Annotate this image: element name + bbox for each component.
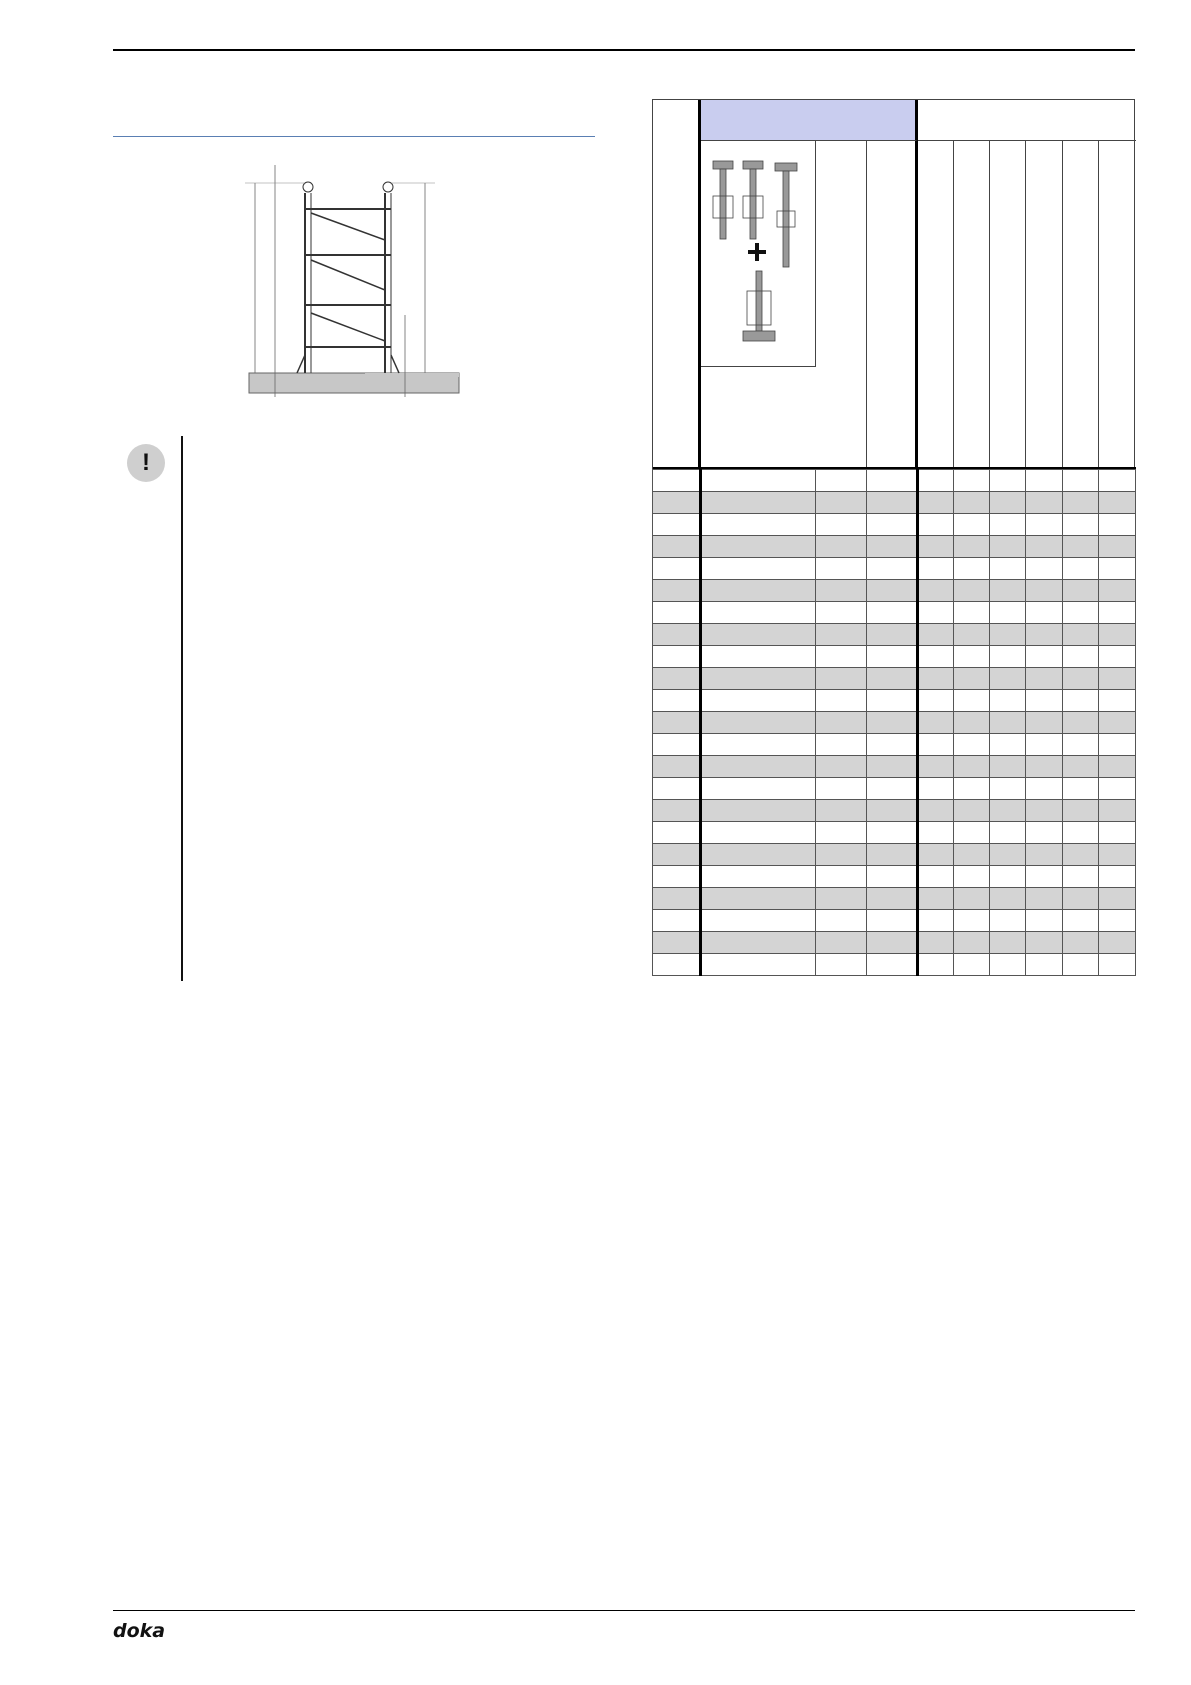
table-cell [1063,690,1099,712]
table-cell [816,558,867,580]
table-cell [1026,932,1063,954]
note-block [125,436,580,981]
table-cell [653,558,701,580]
data-table [652,99,1135,989]
table-cell [1026,690,1063,712]
header-col-index [653,100,701,470]
table-cell [990,536,1026,558]
table-cell [954,624,990,646]
table-cell [701,712,816,734]
header-col-a [816,141,867,470]
header-col-e [990,141,1026,470]
table-cell [990,800,1026,822]
table-cell [990,690,1026,712]
table-cell [816,602,867,624]
table-cell [816,910,867,932]
table-cell [954,910,990,932]
table-cell [653,712,701,734]
table-cell [653,492,701,514]
table-cell [653,910,701,932]
doka-logo: doka [113,1620,166,1642]
table-cell [990,822,1026,844]
table-cell [1099,822,1136,844]
table-cell [653,756,701,778]
table-cell [867,866,918,888]
table-cell [1026,492,1063,514]
table-cell [653,514,701,536]
table-cell [867,844,918,866]
table-cell [918,844,954,866]
table-cell [990,558,1026,580]
table-cell [954,954,990,976]
table-header [652,99,1135,469]
table-cell [1026,470,1063,492]
table-cell [1063,514,1099,536]
table-cell [954,712,990,734]
table-cell [701,756,816,778]
table-cell [701,954,816,976]
table-cell [867,888,918,910]
table-row [653,800,1136,822]
table-cell [1026,910,1063,932]
table-body [652,469,1136,976]
table-cell [816,866,867,888]
table-cell [867,514,918,536]
table-row [653,580,1136,602]
table-cell [867,580,918,602]
table-cell [1026,646,1063,668]
table-cell [1099,514,1136,536]
table-cell [990,932,1026,954]
table-cell [701,778,816,800]
table-cell [1099,690,1136,712]
table-cell [1099,778,1136,800]
table-cell [1063,910,1099,932]
table-cell [918,866,954,888]
table-cell [1063,756,1099,778]
table-cell [867,602,918,624]
table-cell [701,844,816,866]
table-cell [867,756,918,778]
table-cell [954,668,990,690]
table-cell [867,932,918,954]
header-group-right [918,100,1136,141]
table-cell [990,492,1026,514]
table-row [653,668,1136,690]
table-cell [867,954,918,976]
table-cell [701,888,816,910]
table-cell [1099,800,1136,822]
table-row [653,778,1136,800]
table-cell [867,470,918,492]
header-col-g [1063,141,1099,470]
table-cell [653,602,701,624]
table-cell [816,536,867,558]
table-cell [990,778,1026,800]
table-cell [918,712,954,734]
table-cell [701,514,816,536]
table-cell [1099,888,1136,910]
table-cell [816,756,867,778]
table-cell [653,690,701,712]
table-row [653,646,1136,668]
table-cell [867,646,918,668]
table-cell [653,646,701,668]
table-row [653,470,1136,492]
table-cell [990,910,1026,932]
table-cell [653,932,701,954]
table-cell [954,888,990,910]
table-cell [701,492,816,514]
table-cell [1026,514,1063,536]
table-cell [816,492,867,514]
table-cell [816,668,867,690]
header-col-c [918,141,954,470]
table-cell [653,536,701,558]
table-cell [701,580,816,602]
table-cell [816,580,867,602]
table-cell [1063,844,1099,866]
table-cell [1026,624,1063,646]
table-cell [816,514,867,536]
table-cell [1026,888,1063,910]
table-cell [1099,602,1136,624]
table-cell [816,778,867,800]
top-rule [113,49,1135,51]
table-cell [990,866,1026,888]
table-cell [701,624,816,646]
table-cell [1026,866,1063,888]
table-cell [1026,536,1063,558]
table-cell [1063,734,1099,756]
table-cell [867,492,918,514]
table-row [653,954,1136,976]
table-cell [653,734,701,756]
header-image-cell [701,141,816,367]
spindle-jack-icon [701,141,814,365]
table-cell [701,866,816,888]
table-cell [867,668,918,690]
table-row [653,514,1136,536]
table-cell [918,514,954,536]
table-cell [990,580,1026,602]
table-cell [1099,558,1136,580]
table-cell [990,624,1026,646]
table-row [653,910,1136,932]
scaffold-diagram [245,165,465,397]
table-row [653,536,1136,558]
table-cell [653,844,701,866]
table-cell [918,954,954,976]
table-cell [1099,910,1136,932]
table-cell [816,844,867,866]
table-cell [954,866,990,888]
table-cell [990,954,1026,976]
table-cell [918,690,954,712]
table-cell [1063,580,1099,602]
table-cell [1099,668,1136,690]
table-cell [701,690,816,712]
table-cell [1099,844,1136,866]
table-cell [867,624,918,646]
table-cell [1063,624,1099,646]
table-cell [867,910,918,932]
table-row [653,690,1136,712]
table-cell [954,492,990,514]
table-cell [1099,580,1136,602]
table-cell [990,756,1026,778]
table-cell [954,580,990,602]
table-cell [867,734,918,756]
table-row [653,822,1136,844]
header-group-blue [701,100,918,141]
table-row [653,844,1136,866]
table-row [653,866,1136,888]
table-cell [918,558,954,580]
table-cell [918,624,954,646]
table-cell [653,580,701,602]
bottom-rule [113,1610,1135,1611]
table-cell [1099,932,1136,954]
table-cell [990,514,1026,536]
table-cell [918,646,954,668]
table-cell [990,888,1026,910]
table-cell [1026,778,1063,800]
header-col-b [867,141,918,470]
table-cell [1026,580,1063,602]
table-cell [653,866,701,888]
table-cell [1099,866,1136,888]
table-cell [1026,800,1063,822]
table-cell [1026,844,1063,866]
table-cell [1063,822,1099,844]
table-cell [1099,734,1136,756]
table-cell [653,800,701,822]
table-cell [1099,492,1136,514]
table-cell [701,602,816,624]
table-cell [1063,492,1099,514]
table-cell [990,844,1026,866]
table-cell [701,558,816,580]
table-cell [701,910,816,932]
table-cell [1099,536,1136,558]
note-divider [181,436,183,981]
table-cell [1063,602,1099,624]
table-cell [954,646,990,668]
table-cell [816,712,867,734]
table-cell [1063,778,1099,800]
table-cell [1099,646,1136,668]
table-cell [701,734,816,756]
table-cell [954,800,990,822]
table-cell [1063,800,1099,822]
table-cell [1099,954,1136,976]
table-cell [1026,734,1063,756]
table-row [653,888,1136,910]
table-cell [816,646,867,668]
table-cell [1026,668,1063,690]
table-cell [701,536,816,558]
table-cell [653,624,701,646]
table-cell [918,668,954,690]
table-cell [1026,602,1063,624]
table-cell [918,778,954,800]
table-cell [954,514,990,536]
table-cell [1063,470,1099,492]
table-cell [1063,954,1099,976]
table-cell [653,822,701,844]
table-cell [867,822,918,844]
table-cell [1099,624,1136,646]
table-cell [816,624,867,646]
table-cell [990,668,1026,690]
header-col-d [954,141,990,470]
table-cell [1026,954,1063,976]
table-cell [816,822,867,844]
table-cell [816,954,867,976]
table-cell [653,954,701,976]
header-col-f [1026,141,1063,470]
table-cell [701,932,816,954]
table-row [653,558,1136,580]
table-cell [954,778,990,800]
table-cell [954,844,990,866]
table-cell [816,800,867,822]
table-cell [990,734,1026,756]
table-cell [918,910,954,932]
table-cell [918,470,954,492]
table-cell [954,734,990,756]
table-cell [701,646,816,668]
table-cell [1063,932,1099,954]
table-cell [954,690,990,712]
table-cell [816,932,867,954]
table-cell [918,756,954,778]
table-cell [1099,756,1136,778]
table-cell [816,470,867,492]
table-cell [954,932,990,954]
table-cell [1099,712,1136,734]
table-cell [954,756,990,778]
table-cell [816,734,867,756]
table-cell [1063,888,1099,910]
table-cell [918,580,954,602]
table-cell [816,690,867,712]
table-cell [867,690,918,712]
table-cell [990,602,1026,624]
table-row [653,624,1136,646]
section-rule [113,136,595,137]
table-row [653,602,1136,624]
table-cell [918,492,954,514]
table-cell [954,536,990,558]
table-cell [1026,712,1063,734]
table-cell [990,646,1026,668]
table-row [653,734,1136,756]
table-cell [954,558,990,580]
table-cell [1099,470,1136,492]
table-cell [1063,558,1099,580]
table-cell [918,800,954,822]
table-cell [867,800,918,822]
table-cell [867,558,918,580]
table-cell [918,602,954,624]
table-cell [1026,558,1063,580]
table-cell [701,668,816,690]
table-cell [701,822,816,844]
table-cell [954,602,990,624]
table-row [653,712,1136,734]
table-cell [918,536,954,558]
table-cell [701,800,816,822]
header-col-h [1099,141,1136,470]
table-cell [653,778,701,800]
table-cell [918,822,954,844]
table-cell [1026,822,1063,844]
table-cell [653,668,701,690]
exclamation-icon: ! [127,444,165,482]
table-cell [1026,756,1063,778]
table-cell [1063,646,1099,668]
table-cell [918,932,954,954]
table-cell [867,712,918,734]
table-cell [954,470,990,492]
table-cell [867,778,918,800]
table-row [653,756,1136,778]
table-cell [653,470,701,492]
table-cell [1063,668,1099,690]
table-cell [653,888,701,910]
table-cell [990,470,1026,492]
table-cell [867,536,918,558]
table-row [653,932,1136,954]
table-cell [701,470,816,492]
table-cell [918,888,954,910]
table-cell [1063,536,1099,558]
table-cell [1063,866,1099,888]
table-cell [990,712,1026,734]
table-cell [816,888,867,910]
table-cell [1063,712,1099,734]
table-row [653,492,1136,514]
table-cell [954,822,990,844]
table-cell [918,734,954,756]
